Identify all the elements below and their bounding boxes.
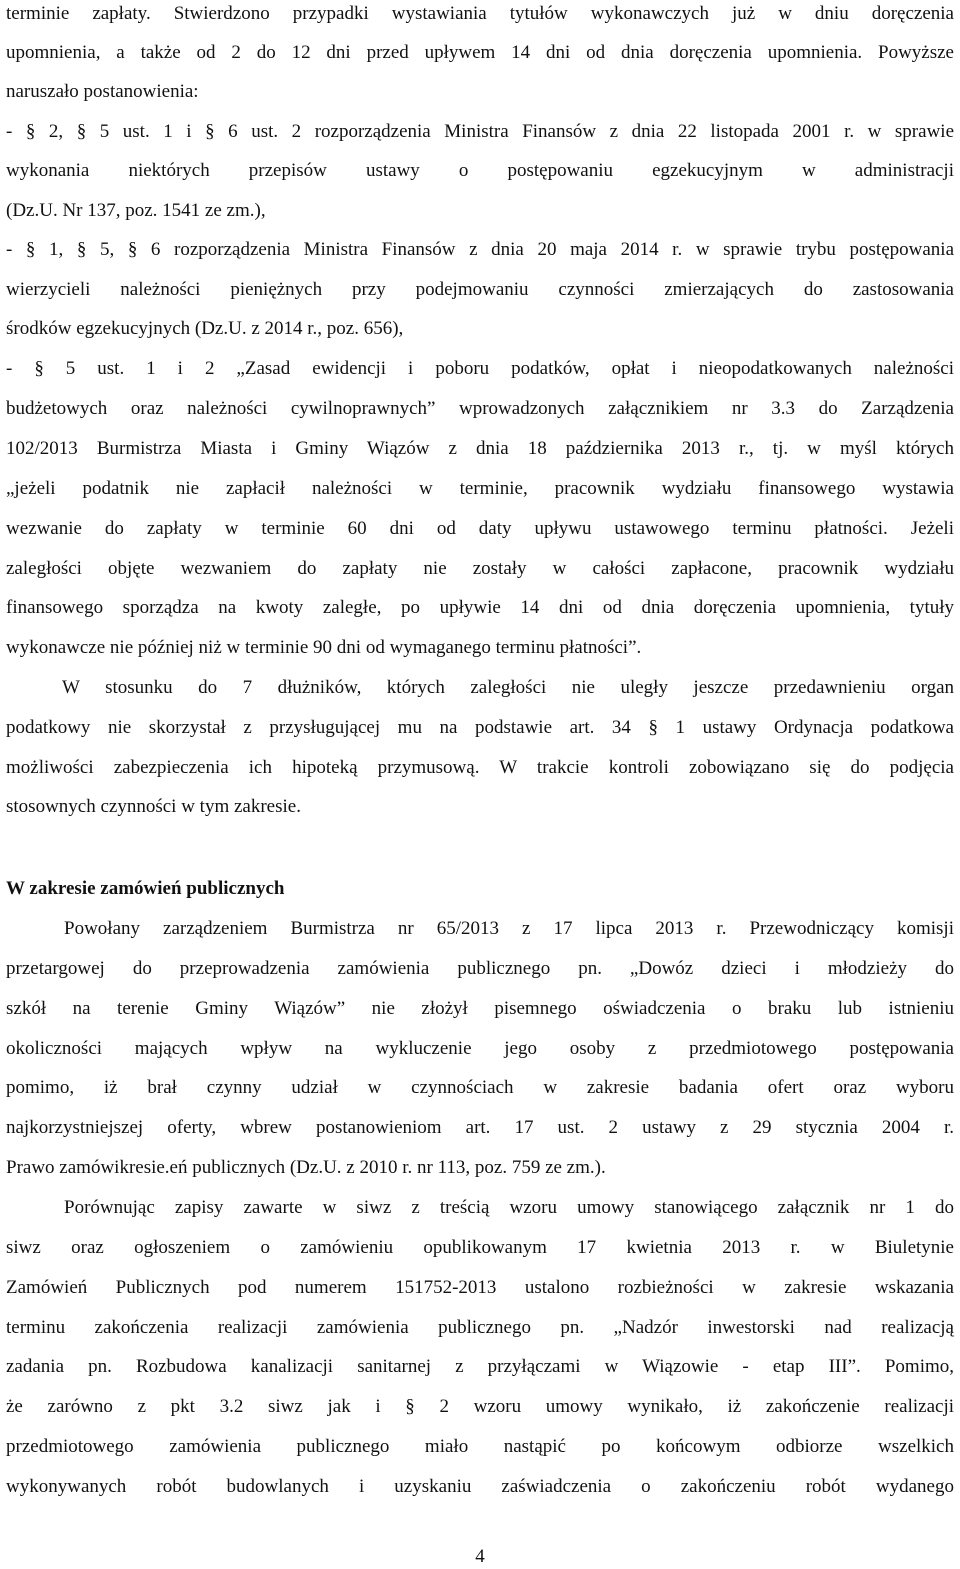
list-item-line: środków egzekucyjnych (Dz.U. z 2014 r., poz. 656), [6, 318, 404, 339]
paragraph-line: Zamówień Publicznych pod numerem 151752-2013 ustalono rozbieżności w zakresie wskazania [6, 1277, 954, 1298]
paragraph-line: że zarówno z pkt 3.2 siwz jak i § 2 wzoru umowy wynikało, iż zakończenie realizacji [6, 1396, 954, 1417]
list-item-line: - § 5 ust. 1 i 2 „Zasad ewidencji i poboru podatków, opłat i nieopodatkowanych należności [6, 358, 954, 379]
paragraph-line: Prawo zamówikresie.eń publicznych (Dz.U. z 2010 r. nr 113, poz. 759 ze zm.). [6, 1157, 606, 1178]
paragraph-line: Powołany zarządzeniem Burmistrza nr 65/2013 z 17 lipca 2013 r. Przewodniczący komisji [64, 918, 954, 939]
text-line: terminie zapłaty. Stwierdzono przypadki wystawiania tytułów wykonawczych już w dniu doręczenia [6, 3, 954, 24]
paragraph-line: przedmiotowego zamówienia publicznego miało nastąpić po końcowym odbiorze wszelkich [6, 1436, 954, 1457]
paragraph-line: W stosunku do 7 dłużników, których zaległości nie uległy jeszcze przedawnieniu organ [62, 677, 954, 698]
paragraph-line: pomimo, iż brał czynny udział w czynnościach w zakresie badania ofert oraz wyboru [6, 1077, 954, 1098]
paragraph-line: najkorzystniejszej oferty, wbrew postanowieniom art. 17 ust. 2 ustawy z 29 stycznia 2004 r. [6, 1117, 954, 1138]
text-line: upomnienia, a także od 2 do 12 dni przed upływem 14 dni od dnia doręczenia upomnienia. Powyższe [6, 42, 954, 63]
paragraph-line: szkół na terenie Gminy Wiązów” nie złożył pisemnego oświadczenia o braku lub istnieniu [6, 998, 954, 1019]
section-heading: W zakresie zamówień publicznych [6, 878, 285, 899]
paragraph-line: wykonywanych robót budowlanych i uzyskaniu zaświadczenia o zakończeniu robót wydanego [6, 1476, 954, 1497]
paragraph-line: terminu zakończenia realizacji zamówienia publicznego pn. „Nadzór inwestorski nad realizacją [6, 1317, 954, 1338]
list-item-line: zaległości objęte wezwaniem do zapłaty nie zostały w całości zapłacone, pracownik wydziału [6, 558, 954, 579]
list-item-line: wezwanie do zapłaty w terminie 60 dni od daty upływu ustawowego terminu płatności. Jeżeli [6, 518, 954, 539]
list-item-line: „jeżeli podatnik nie zapłacił należności w terminie, pracownik wydziału finansowego wystawia [6, 478, 954, 499]
list-item-line: wierzycieli należności pieniężnych przy podejmowaniu czynności zmierzających do zastosowania [6, 279, 954, 300]
paragraph-line: Porównując zapisy zawarte w siwz z treścią wzoru umowy stanowiącego załącznik nr 1 do [64, 1197, 954, 1218]
list-item-line: wykonawcze nie później niż w terminie 90 dni od wymaganego terminu płatności”. [6, 637, 642, 658]
list-item-line: wykonania niektórych przepisów ustawy o postępowaniu egzekucyjnym w administracji [6, 160, 954, 181]
paragraph-line: podatkowy nie skorzystał z przysługującej mu na podstawie art. 34 § 1 ustawy Ordynacja podatkowa [6, 717, 954, 738]
text-line: naruszało postanowienia: [6, 81, 199, 102]
list-item-line: budżetowych oraz należności cywilnoprawnych” wprowadzonych załącznikiem nr 3.3 do Zarządzenia [6, 398, 954, 419]
paragraph-line: okoliczności mających wpływ na wykluczenie jego osoby z przedmiotowego postępowania [6, 1038, 954, 1059]
paragraph-line: przetargowej do przeprowadzenia zamówienia publicznego pn. „Dowóz dzieci i młodzieży do [6, 958, 954, 979]
list-item-line: finansowego sporządza na kwoty zaległe, po upływie 14 dni od dnia doręczenia upomnienia, tytuły [6, 597, 954, 618]
paragraph-line: siwz oraz ogłoszeniem o zamówieniu opublikowanym 17 kwietnia 2013 r. w Biuletynie [6, 1237, 954, 1258]
list-item-line: - § 1, § 5, § 6 rozporządzenia Ministra Finansów z dnia 20 maja 2014 r. w sprawie trybu postępowania [6, 239, 954, 260]
list-item-line: 102/2013 Burmistrza Miasta i Gminy Wiązów z dnia 18 października 2013 r., tj. w myśl których [6, 438, 954, 459]
paragraph-line: stosownych czynności w tym zakresie. [6, 796, 301, 817]
paragraph-line: zadania pn. Rozbudowa kanalizacji sanitarnej z przyłączami w Wiązowie - etap III”. Pomimo, [6, 1356, 954, 1377]
paragraph-line: możliwości zabezpieczenia ich hipoteką przymusową. W trakcie kontroli zobowiązano się do podjęcia [6, 757, 954, 778]
list-item-line: (Dz.U. Nr 137, poz. 1541 ze zm.), [6, 200, 266, 221]
page-number: 4 [475, 1546, 485, 1567]
list-item-line: - § 2, § 5 ust. 1 i § 6 ust. 2 rozporządzenia Ministra Finansów z dnia 22 listopada 2001 r. w sprawie [6, 121, 954, 142]
